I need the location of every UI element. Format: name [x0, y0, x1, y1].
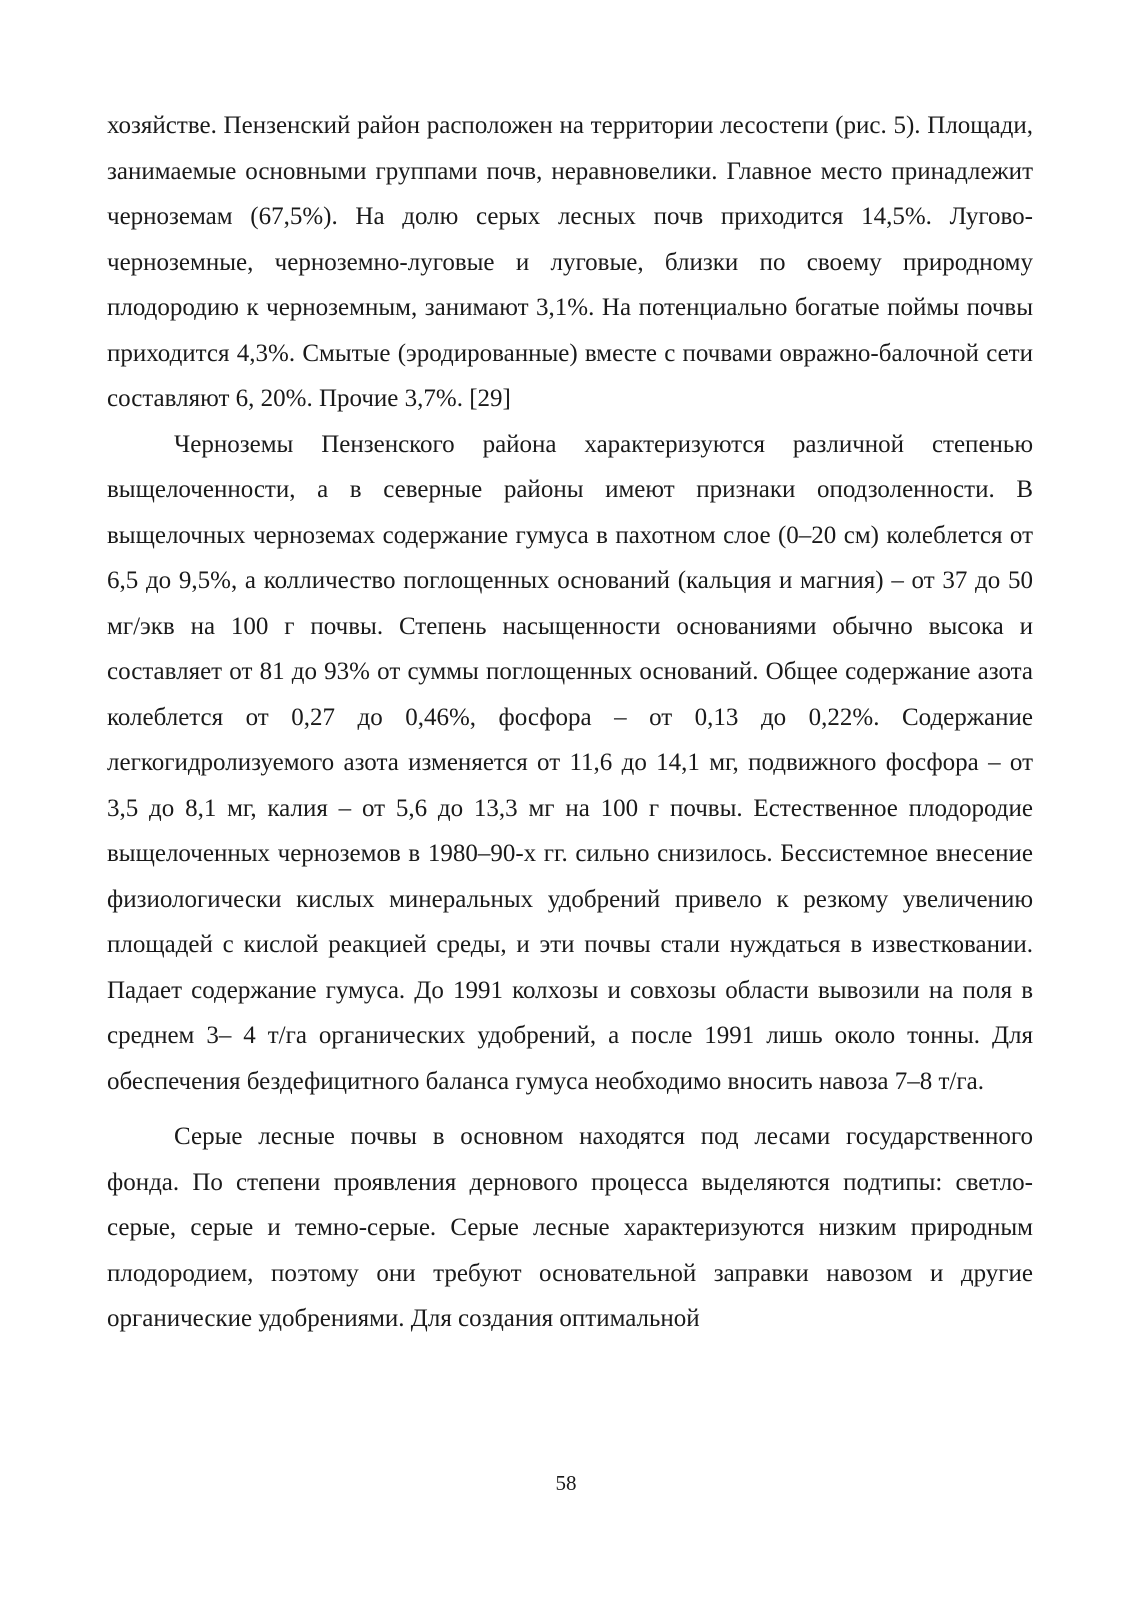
paragraph-2: Черноземы Пензенского района характеризуются различной степенью выщелоченности, а в северные районы имеют признаки оподзоленности. В выщелочных черноземах содержание гумуса в пахотном слое (0–20 см) колеблется от 6,5 до 9,5%, а колличество поглощенных оснований (кальция и магния) – от 37 до 50 мг/экв на 100 г почвы. Степень насыщенности основаниями обычно высока и составляет от 81 до 93% от суммы поглощенных оснований. Общее содержание азота колеблется от 0,27 до 0,46%, фосфора – от 0,13 до 0,22%. Содержание легкогидролизуемого азота изменяется от 11,6 до 14,1 мг, подвижного фосфора – от 3,5 до 8,1 мг, калия – от 5,6 до 13,3 мг на 100 г почвы. Естественное плодородие выщелоченных черноземов в 1980–90-х гг. сильно снизилось. Бессистемное внесение физиологически кислых минеральных удобрений привело к резкому увеличению площадей с кислой реакцией среды, и эти почвы стали нуждаться в известковании. Падает содержание гумуса. До 1991 колхозы и совхозы области вывозили на поля в среднем 3– 4 т/га органических удобрений, а после 1991 лишь около тонны. Для обеспечения бездефицитного баланса гумуса необходимо вносить навоза 7–8 т/га.: [107, 430, 1033, 1095]
document-body: [107, 103, 1033, 1342]
page-number: 58: [555, 1471, 577, 1495]
paragraph-1: хозяйстве. Пензенский район расположен на территории лесостепи (рис. 5). Площади, занимаемые основными группами почв, неравновелики. Главное место принадлежит черноземам (67,5%). На долю серых лесных почв приходится 14,5%. Лугово-черноземные, черноземно-луговые и луговые, близки по своему природному плодородию к черноземным, занимают 3,1%. На потенциально богатые поймы почвы приходится 4,3%. Смытые (эродированные) вместе с почвами овражно-балочной сети составляют 6, 20%. Прочие 3,7%. [29]: [107, 112, 1033, 412]
paragraph-3: Серые лесные почвы в основном находятся под лесами государственного фонда. По степени проявления дернового процесса выделяются подтипы: светло-серые, серые и темно-серые. Серые лесные характеризуются низким природным плодородием, поэтому они требуют основательной заправки навозом и другие органические удобрениями. Для создания оптимальной: [107, 1123, 1033, 1332]
